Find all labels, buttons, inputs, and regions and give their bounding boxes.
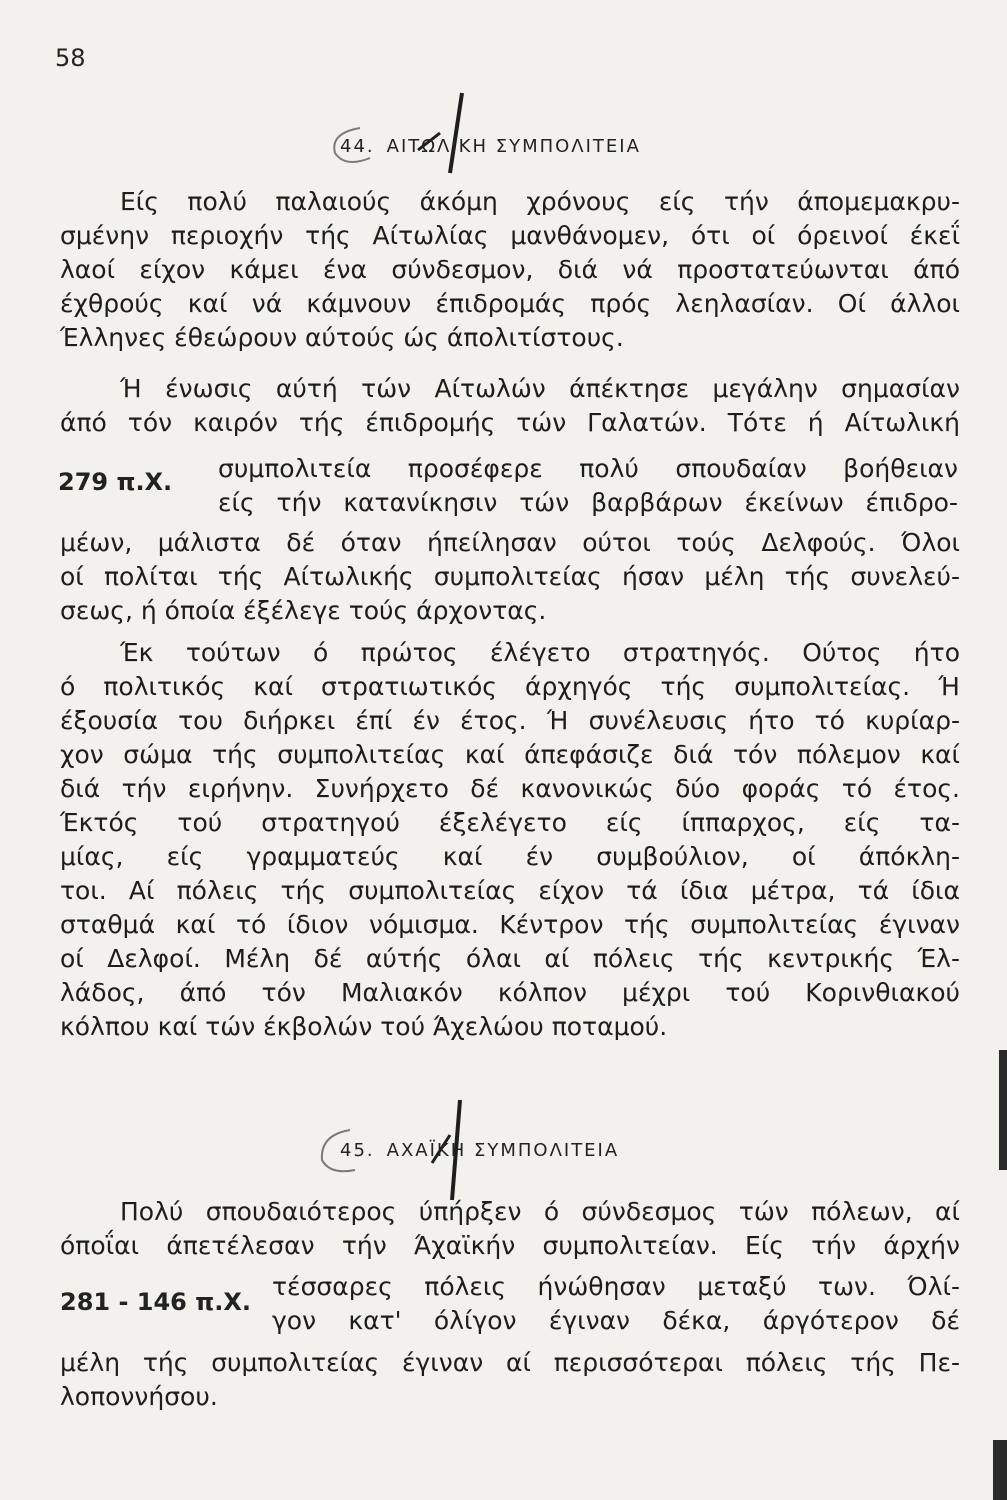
text-line: είς τήν κατανίκησιν τών βαρβάρων έκείνων έπιδρο- bbox=[218, 488, 958, 517]
margin-date-281-146: 281 - 146 π.Χ. bbox=[60, 1288, 251, 1316]
section-45-paragraph-1-margin bbox=[272, 1270, 960, 1338]
text-line: σταθμά καί τό ίδιον νόμισμα. Κέντρον τής συμπολιτείας έγιναν bbox=[60, 910, 960, 939]
section-45-paragraph-1 bbox=[60, 1195, 960, 1263]
margin-date-279: 279 π.Χ. bbox=[58, 468, 173, 496]
text-line: τέσσαρες πόλεις ήνώθησαν μεταξύ των. Όλί- bbox=[272, 1272, 960, 1301]
section-44-paragraph-2-rest bbox=[60, 526, 960, 628]
section-44-number: 44. bbox=[340, 136, 375, 157]
text-line: οί Δελφοί. Μέλη δέ αύτής όλαι αί πόλεις τής κεντρικής Έλ- bbox=[60, 944, 960, 973]
text-line: Είς πολύ παλαιούς άκόμη χρόνους είς τήν άπομεμακρυ- bbox=[120, 187, 960, 216]
text-line: χον σώμα τής συμπολιτείας καί άπεφάσιζε διά τόν πόλεμον καί bbox=[60, 740, 960, 769]
text-line: Πολύ σπουδαιότερος ύπήρξεν ό σύνδεσμος τών πόλεων, αί bbox=[120, 1197, 960, 1226]
text-line: μίας, είς γραμματεύς καί έν συμβούλιον, οί άπόκλη- bbox=[60, 842, 960, 871]
text-line: κόλπου καί τών έκβολών τού Άχελώου ποταμού. bbox=[60, 1012, 668, 1041]
text-line: Έλληνες έθεώρουν αύτούς ώς άπολιτίστους. bbox=[60, 323, 624, 352]
text-line: οί πολίται τής Αίτωλικής συμπολιτείας ήσαν μέλη τής συνελεύ- bbox=[60, 562, 960, 591]
text-line: Ή ένωσις αύτή τών Αίτωλών άπέκτησε μεγάλην σημασίαν bbox=[120, 374, 960, 403]
scan-edge-mark bbox=[999, 1050, 1007, 1170]
text-line: σεως, ή όποία έξέλεγε τούς άρχοντας. bbox=[60, 596, 547, 625]
section-45-paragraph-1-rest bbox=[60, 1346, 960, 1414]
text-line: ό πολιτικός καί στρατιωτικός άρχηγός τής συμπολιτείας. Ή bbox=[60, 672, 960, 701]
text-line: διά τήν ειρήνην. Συνήρχετο δέ κανονικώς δύο φοράς τό έτος. bbox=[60, 774, 960, 803]
text-line: Έκτός τού στρατηγού έξελέγετο είς ίππαρχος, είς τα- bbox=[60, 808, 960, 837]
section-45-title: ΑΧΑΪΚΗ ΣΥΜΠΟΛΙΤΕΙΑ bbox=[386, 1140, 620, 1161]
section-44-paragraph-1 bbox=[60, 185, 960, 355]
section-44-paragraph-3 bbox=[60, 636, 960, 1044]
section-45-number: 45. bbox=[340, 1140, 375, 1161]
text-line: έξουσία του διήρκει έπί έν έτος. Ή συνέλευσις ήτο τό κυρίαρ- bbox=[60, 706, 960, 735]
pencil-mark-icon bbox=[300, 88, 500, 178]
text-line: μέων, μάλιστα δέ όταν ήπείλησαν ούτοι τούς Δελφούς. Όλοι bbox=[60, 528, 960, 557]
text-line: Έκ τούτων ό πρώτος έλέγετο στρατηγός. Ούτος ήτο bbox=[120, 638, 960, 667]
text-line: λάδος, άπό τόν Μαλιακόν κόλπον μέχρι τού Κορινθιακού bbox=[60, 978, 960, 1007]
text-line: λοποννήσου. bbox=[60, 1382, 218, 1411]
scan-edge-mark bbox=[993, 1440, 1007, 1500]
text-line: έχθρούς καί νά κάμνουν έπιδρομάς πρός λεηλασίαν. Οί άλλοι bbox=[60, 289, 960, 318]
section-44-heading bbox=[340, 136, 641, 157]
text-line: μέλη τής συμπολιτείας έγιναν αί περισσότεραι πόλεις τής Πε- bbox=[60, 1348, 960, 1377]
text-line: γον κατ' όλίγον έγιναν δέκα, άργότερον δέ bbox=[272, 1306, 960, 1335]
text-line: τοι. Αί πόλεις τής συμπολιτείας είχον τά ίδια μέτρα, τά ίδια bbox=[60, 876, 960, 905]
text-line: άπό τόν καιρόν τής έπιδρομής τών Γαλατών. Τότε ή Αίτωλική bbox=[60, 408, 960, 437]
page-number: 58 bbox=[55, 44, 86, 72]
text-line: λαοί είχον κάμει ένα σύνδεσμον, διά νά προστατεύωνται άπό bbox=[60, 255, 960, 284]
section-44-paragraph-2 bbox=[60, 372, 960, 440]
text-line: σμένην περιοχήν τής Αίτωλίας μανθάνομεν, ότι οί όρεινοί έκεΐ bbox=[60, 221, 960, 250]
text-line: όποΐαι άπετέλεσαν τήν Άχαϊκήν συμπολιτείαν. Είς τήν άρχήν bbox=[60, 1231, 960, 1260]
section-44-paragraph-2-margin bbox=[218, 452, 958, 520]
section-44-title: ΑΙΤΩΛΙΚΗ ΣΥΜΠΟΛΙΤΕΙΑ bbox=[386, 136, 641, 157]
section-45-heading bbox=[340, 1140, 619, 1161]
text-line: συμπολιτεία προσέφερε πολύ σπουδαίαν βοήθειαν bbox=[218, 454, 958, 483]
